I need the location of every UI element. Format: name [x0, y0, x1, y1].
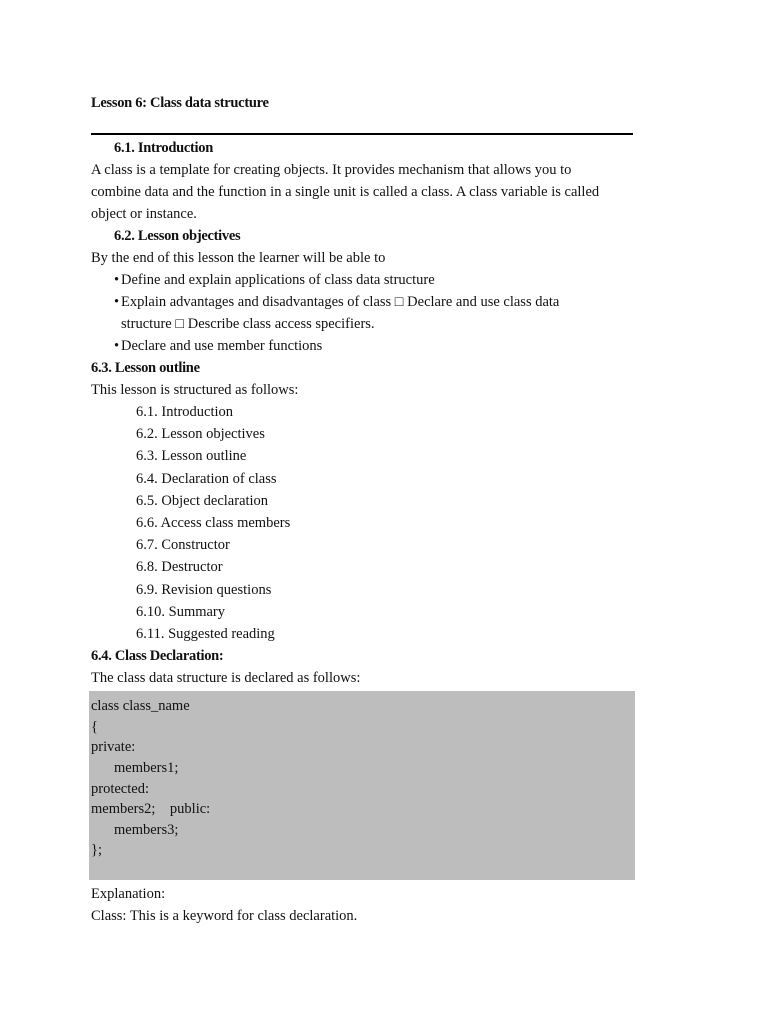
explanation-text: Class: This is a keyword for class declaration.: [91, 908, 358, 925]
declaration-lead: The class data structure is declared as follows:: [91, 670, 361, 687]
code-line: {: [91, 718, 98, 735]
outline-item: 6.7. Constructor: [136, 537, 230, 554]
outline-item: 6.9. Revision questions: [136, 581, 272, 598]
outline-item: 6.3. Lesson outline: [136, 448, 247, 465]
title-divider: [91, 133, 633, 135]
code-line: class class_name: [91, 698, 190, 715]
outline-lead: This lesson is structured as follows:: [91, 382, 299, 398]
intro-line: object or instance.: [91, 206, 197, 222]
outline-item: 6.11. Suggested reading: [136, 626, 275, 643]
objective-item: [91, 291, 639, 335]
objective-item: [91, 335, 639, 357]
outline-item: 6.10. Summary: [136, 603, 226, 620]
bullet-icon: •: [114, 294, 120, 310]
outline-item: 6.8. Destructor: [136, 559, 223, 576]
intro-line: A class is a template for creating objects. It provides mechanism that allows you to: [91, 162, 572, 178]
code-line: };: [91, 842, 102, 859]
intro-line: combine data and the function in a single unit is called a class. A class variable is called: [91, 184, 600, 200]
outline-item: 6.2. Lesson objectives: [136, 426, 265, 443]
outline-list: [91, 401, 639, 645]
section-heading-outline: 6.3. Lesson outline: [91, 360, 200, 376]
bullet-icon: •: [114, 338, 120, 354]
code-line: members3;: [114, 821, 179, 838]
outline-item: 6.6. Access class members: [136, 515, 291, 532]
objective-text: Declare and use member functions: [121, 338, 323, 354]
objectives-lead: By the end of this lesson the learner will be able to: [91, 250, 386, 266]
document-title: Lesson 6: Class data structure: [91, 95, 269, 111]
objective-item: [91, 269, 639, 291]
objective-text: Explain advantages and disadvantages of class □ Declare and use class data: [121, 294, 560, 310]
code-line: members1;: [114, 760, 179, 777]
code-line: private:: [91, 739, 136, 756]
outline-item: 6.4. Declaration of class: [136, 470, 277, 487]
code-line: protected:: [91, 780, 149, 797]
section-heading-objectives: 6.2. Lesson objectives: [114, 228, 241, 244]
outline-item: 6.5. Object declaration: [136, 492, 269, 509]
section-heading-declaration: 6.4. Class Declaration:: [91, 648, 224, 665]
code-block: [89, 691, 635, 880]
explanation-label: Explanation:: [91, 886, 166, 903]
bullet-icon: •: [114, 272, 120, 288]
section-heading-introduction: 6.1. Introduction: [114, 140, 213, 156]
objective-text: Define and explain applications of class data structure: [121, 272, 435, 288]
outline-item: 6.1. Introduction: [136, 404, 234, 420]
document-body: [91, 137, 639, 927]
code-line: members2; public:: [91, 801, 211, 818]
objective-text: structure □ Describe class access specifiers.: [121, 316, 375, 332]
